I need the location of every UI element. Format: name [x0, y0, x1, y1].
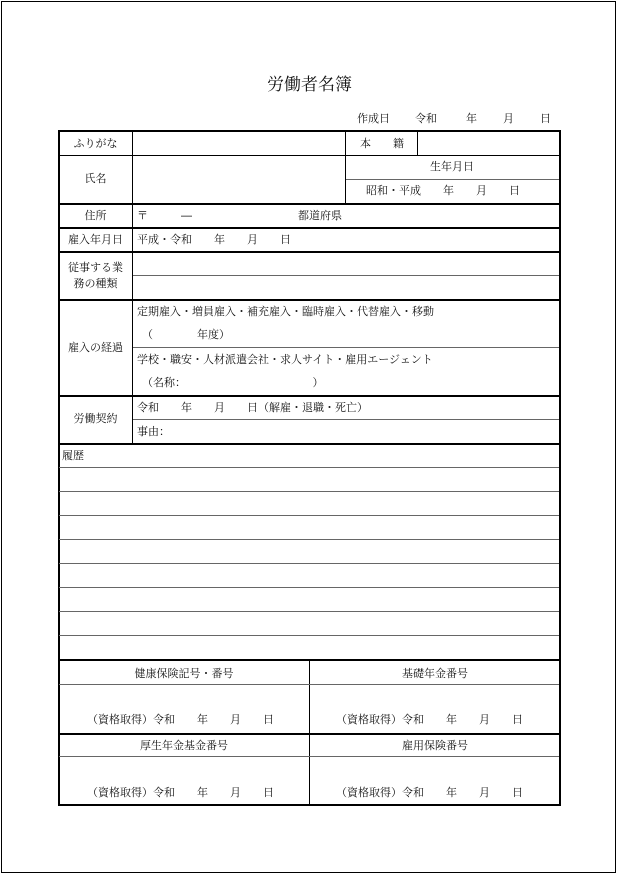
history-line-7 [59, 611, 559, 612]
birth-value: 昭和・平成 年 月 日 [366, 184, 520, 197]
history-line-8 [59, 635, 559, 636]
history-line-6 [59, 587, 559, 588]
history-line-4 [59, 539, 559, 540]
row-line-address [59, 227, 559, 229]
history-line-5 [59, 563, 559, 564]
honseki-divider [417, 131, 418, 155]
job-label-line1: 従事する業 [68, 261, 123, 274]
label-column-divider-contract [132, 397, 133, 443]
insurance-line-3 [59, 756, 559, 757]
health-acquired-date: （資格取得）令和 年 月 日 [87, 713, 274, 726]
basic-pension-acquired-date: （資格取得）令和 年 月 日 [336, 713, 523, 726]
row-line-contract [59, 443, 559, 445]
name-column-divider [345, 131, 346, 203]
created-date-year: 年 [466, 112, 477, 125]
insurance-line-2 [59, 733, 559, 735]
hire-route-line4: （名称： ） [142, 376, 324, 389]
contract-line2: 事由： [137, 425, 170, 438]
label-column-divider-mid [132, 205, 133, 397]
hire-date-value: 平成・令和 年 月 日 [137, 233, 291, 246]
honseki-label: 本 籍 [360, 137, 404, 150]
honseki-field[interactable] [419, 132, 559, 154]
hire-route-line2: （ 年度） [142, 328, 230, 341]
created-date-day: 日 [540, 112, 551, 125]
birth-label: 生年月日 [430, 160, 474, 173]
row-line-birth [346, 179, 559, 180]
row-line-route [59, 395, 559, 397]
row-line-job-1 [133, 275, 559, 276]
history-line-2 [59, 491, 559, 492]
insurance-line-1 [59, 684, 559, 685]
name-label: 氏名 [84, 172, 107, 185]
hire-date-label: 雇入年月日 [68, 233, 123, 246]
job-label-line2: 務の種類 [73, 277, 118, 290]
history-line-3 [59, 515, 559, 516]
employment-acquired-date: （資格取得）令和 年 月 日 [336, 786, 523, 799]
created-date-label: 作成日 [357, 112, 390, 125]
document-title: 労働者名簿 [267, 75, 352, 95]
row-line-contract-mid [133, 419, 559, 420]
row-line-route-mid [133, 347, 559, 348]
row-line-name [59, 203, 559, 205]
hire-route-line1: 定期雇入・増員雇入・補充雇入・臨時雇入・代替雇入・移動 [137, 305, 434, 318]
created-date-month: 月 [503, 112, 514, 125]
created-date-era: 令和 [415, 112, 437, 125]
hire-route-line3: 学校・職安・人材派遣会社・求人サイト・雇用エージェント [137, 353, 433, 366]
contract-label: 労働契約 [73, 412, 118, 425]
address-postal: 〒 ― [137, 209, 192, 222]
row-line-job [59, 299, 559, 301]
pension-fund-acquired-date: （資格取得）令和 年 月 日 [87, 786, 274, 799]
address-prefecture: 都道府県 [298, 209, 342, 222]
contract-line1: 令和 年 月 日（解雇・退職・死亡） [137, 401, 368, 414]
history-line-1 [59, 467, 559, 468]
furigana-label: ふりがな [73, 137, 118, 150]
employment-insurance-label: 雇用保険番号 [402, 739, 468, 752]
name-field[interactable] [134, 157, 344, 202]
row-line-furigana [59, 155, 559, 156]
hire-route-label: 雇入の経過 [68, 341, 123, 354]
furigana-field[interactable] [134, 132, 344, 154]
basic-pension-label: 基礎年金番号 [402, 667, 468, 680]
address-label: 住所 [84, 209, 107, 222]
label-column-divider-top [132, 131, 133, 203]
row-line-hire-date [59, 251, 559, 253]
pension-fund-label: 厚生年金基金番号 [140, 739, 228, 752]
history-label: 履歴 [62, 449, 84, 462]
health-insurance-label: 健康保険記号・番号 [134, 667, 234, 680]
